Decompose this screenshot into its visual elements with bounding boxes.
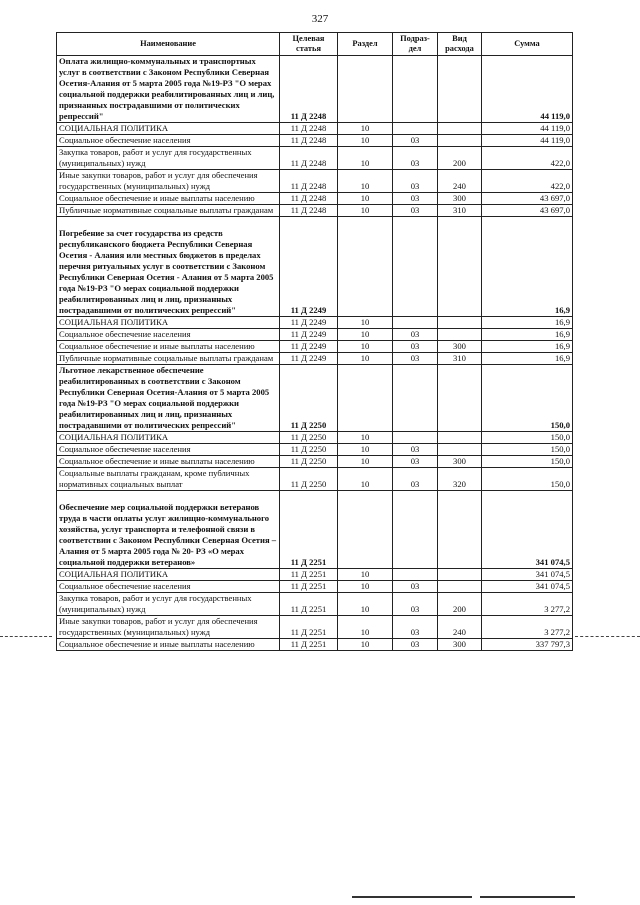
row-section-cell: 10	[338, 353, 393, 365]
row-section-cell: 10	[338, 593, 393, 616]
row-amount-cell: 16,9	[482, 329, 573, 341]
row-subsection-cell	[393, 491, 438, 569]
row-expense-type-cell: 310	[438, 353, 482, 365]
row-subsection-cell	[393, 56, 438, 123]
row-article-cell: 11 Д 2249	[280, 341, 338, 353]
row-section-cell: 10	[338, 456, 393, 468]
row-name-cell: Льготное лекарственное обеспечение реабилитированных в соответствии с Законом Республики Северная Осетия-Алания от 5 марта 2005 года №19-РЗ "О мерах социальной поддержки реабилитированных лиц и лиц, признанных пострадавшими от политических репрессий"	[57, 365, 280, 432]
row-amount-cell: 341 074,5	[482, 581, 573, 593]
row-article-cell: 11 Д 2250	[280, 365, 338, 432]
row-name-cell: Социальное обеспечение населения	[57, 329, 280, 341]
row-name-cell: СОЦИАЛЬНАЯ ПОЛИТИКА	[57, 432, 280, 444]
row-section-cell: 10	[338, 170, 393, 193]
row-expense-type-cell: 310	[438, 205, 482, 217]
row-name-cell: Социальное обеспечение населения	[57, 135, 280, 147]
row-article-cell: 11 Д 2249	[280, 329, 338, 341]
row-article-cell: 11 Д 2251	[280, 491, 338, 569]
table-row	[57, 56, 573, 123]
row-name-cell: Социальное обеспечение и иные выплаты населению	[57, 456, 280, 468]
row-expense-type-cell	[438, 444, 482, 456]
row-section-cell: 10	[338, 193, 393, 205]
table-row	[57, 432, 573, 444]
row-expense-type-cell: 240	[438, 170, 482, 193]
table-header-row	[57, 33, 573, 56]
row-section-cell: 10	[338, 135, 393, 147]
row-subsection-cell: 03	[393, 135, 438, 147]
row-section-cell: 10	[338, 616, 393, 639]
header-subsection: Подраз- дел	[393, 33, 438, 56]
header-article: Целевая статья	[280, 33, 338, 56]
table-row	[57, 353, 573, 365]
row-amount-cell: 150,0	[482, 432, 573, 444]
row-subsection-cell: 03	[393, 193, 438, 205]
row-article-cell: 11 Д 2249	[280, 317, 338, 329]
row-subsection-cell: 03	[393, 329, 438, 341]
row-expense-type-cell	[438, 491, 482, 569]
row-subsection-cell: 03	[393, 616, 438, 639]
row-expense-type-cell: 200	[438, 147, 482, 170]
row-article-cell: 11 Д 2248	[280, 135, 338, 147]
row-name-cell: Публичные нормативные социальные выплаты гражданам	[57, 205, 280, 217]
row-amount-cell: 16,9	[482, 341, 573, 353]
row-expense-type-cell	[438, 432, 482, 444]
row-name-cell: Оплата жилищно-коммунальных и транспортных услуг в соответствии с Законом Республики Северная Осетия-Алания от 5 марта 2005 года №19-РЗ "О мерах социальной поддержки реабилитированных лиц и лиц, признанных пострадавшими от политических репрессий"	[57, 56, 280, 123]
row-expense-type-cell: 300	[438, 193, 482, 205]
row-expense-type-cell	[438, 56, 482, 123]
row-amount-cell: 337 797,3	[482, 639, 573, 651]
row-article-cell: 11 Д 2248	[280, 123, 338, 135]
row-subsection-cell	[393, 217, 438, 317]
row-article-cell: 11 Д 2251	[280, 569, 338, 581]
header-amount: Сумма	[482, 33, 573, 56]
row-amount-cell: 3 277,2	[482, 593, 573, 616]
row-article-cell: 11 Д 2249	[280, 217, 338, 317]
table-row	[57, 456, 573, 468]
margin-rule-left	[0, 636, 52, 637]
row-name-cell: Социальное обеспечение и иные выплаты населению	[57, 341, 280, 353]
row-article-cell: 11 Д 2251	[280, 616, 338, 639]
row-section-cell: 10	[338, 639, 393, 651]
row-amount-cell: 341 074,5	[482, 491, 573, 569]
row-section-cell: 10	[338, 205, 393, 217]
row-amount-cell: 341 074,5	[482, 569, 573, 581]
table-row	[57, 639, 573, 651]
row-article-cell: 11 Д 2248	[280, 193, 338, 205]
table-body	[57, 56, 573, 651]
row-subsection-cell: 03	[393, 468, 438, 491]
row-subsection-cell	[393, 365, 438, 432]
row-amount-cell: 44 119,0	[482, 135, 573, 147]
page-number: 327	[311, 13, 329, 25]
row-name-cell: Погребение за счет государства из средств республиканского бюджета Республики Северная Осетия - Алания или местных бюджетов в пределах перечня ритуальных услуг в соответствии с Законом Республики Северная Осетия - Алания от 5 марта 2005 года №19-РЗ "О мерах социальной поддержки реабилитированных лиц и лиц, признанных пострадавшими от политических репрессий"	[57, 217, 280, 317]
row-amount-cell: 43 697,0	[482, 205, 573, 217]
table-row	[57, 193, 573, 205]
row-name-cell: Социальное обеспечение населения	[57, 444, 280, 456]
row-name-cell: Закупка товаров, работ и услуг для государственных (муниципальных) нужд	[57, 593, 280, 616]
row-amount-cell: 44 119,0	[482, 56, 573, 123]
row-subsection-cell	[393, 317, 438, 329]
row-amount-cell: 43 697,0	[482, 193, 573, 205]
row-amount-cell: 150,0	[482, 468, 573, 491]
row-amount-cell: 16,9	[482, 353, 573, 365]
row-amount-cell: 150,0	[482, 444, 573, 456]
row-name-cell: Закупка товаров, работ и услуг для государственных (муниципальных) нужд	[57, 147, 280, 170]
footer-rule-right	[480, 896, 575, 898]
row-amount-cell: 3 277,2	[482, 616, 573, 639]
budget-table	[56, 32, 573, 651]
row-article-cell: 11 Д 2251	[280, 639, 338, 651]
table-row	[57, 581, 573, 593]
margin-rule-right	[575, 636, 640, 637]
table-row	[57, 341, 573, 353]
row-amount-cell: 44 119,0	[482, 123, 573, 135]
row-section-cell: 10	[338, 147, 393, 170]
row-amount-cell: 422,0	[482, 147, 573, 170]
row-name-cell: Обеспечение мер социальной поддержки ветеранов труда в части оплаты услуг жилищно-коммунального хозяйства, услуг транспорта и телефонной связи в соответствии с Законом Республики Северная Осетия – Алания от 5 марта 2005 года № 20- РЗ «О мерах социальной поддержки ветеранов»	[57, 491, 280, 569]
table-row	[57, 365, 573, 432]
row-expense-type-cell	[438, 123, 482, 135]
row-article-cell: 11 Д 2248	[280, 170, 338, 193]
table-row	[57, 205, 573, 217]
row-section-cell: 10	[338, 444, 393, 456]
row-subsection-cell: 03	[393, 639, 438, 651]
row-section-cell: 10	[338, 123, 393, 135]
row-name-cell: СОЦИАЛЬНАЯ ПОЛИТИКА	[57, 123, 280, 135]
row-article-cell: 11 Д 2250	[280, 444, 338, 456]
row-subsection-cell	[393, 432, 438, 444]
table-row	[57, 593, 573, 616]
row-name-cell: Иные закупки товаров, работ и услуг для обеспечения государственных (муниципальных) нужд	[57, 616, 280, 639]
row-expense-type-cell	[438, 365, 482, 432]
row-article-cell: 11 Д 2248	[280, 205, 338, 217]
row-subsection-cell: 03	[393, 205, 438, 217]
row-section-cell: 10	[338, 569, 393, 581]
row-section-cell: 10	[338, 341, 393, 353]
row-section-cell	[338, 365, 393, 432]
row-article-cell: 11 Д 2250	[280, 456, 338, 468]
table-row	[57, 491, 573, 569]
row-amount-cell: 16,9	[482, 217, 573, 317]
row-name-cell: Социальные выплаты гражданам, кроме публичных нормативных социальных выплат	[57, 468, 280, 491]
header-expense-type: Вид расхода	[438, 33, 482, 56]
row-article-cell: 11 Д 2249	[280, 353, 338, 365]
table-row	[57, 147, 573, 170]
row-name-cell: Социальное обеспечение и иные выплаты населению	[57, 193, 280, 205]
row-amount-cell: 150,0	[482, 365, 573, 432]
header-name: Наименование	[57, 33, 280, 56]
row-name-cell: Публичные нормативные социальные выплаты гражданам	[57, 353, 280, 365]
table-row	[57, 123, 573, 135]
row-article-cell: 11 Д 2251	[280, 581, 338, 593]
row-amount-cell: 150,0	[482, 456, 573, 468]
table-row	[57, 170, 573, 193]
row-article-cell: 11 Д 2251	[280, 593, 338, 616]
table-row	[57, 616, 573, 639]
table-row	[57, 135, 573, 147]
row-article-cell: 11 Д 2248	[280, 56, 338, 123]
row-name-cell: СОЦИАЛЬНАЯ ПОЛИТИКА	[57, 317, 280, 329]
row-section-cell	[338, 491, 393, 569]
row-expense-type-cell: 300	[438, 639, 482, 651]
row-expense-type-cell: 200	[438, 593, 482, 616]
row-expense-type-cell	[438, 135, 482, 147]
row-subsection-cell: 03	[393, 341, 438, 353]
row-expense-type-cell: 320	[438, 468, 482, 491]
row-expense-type-cell	[438, 569, 482, 581]
row-expense-type-cell: 300	[438, 341, 482, 353]
row-section-cell: 10	[338, 329, 393, 341]
table-row	[57, 217, 573, 317]
table-row	[57, 569, 573, 581]
row-expense-type-cell	[438, 329, 482, 341]
row-expense-type-cell	[438, 217, 482, 317]
row-article-cell: 11 Д 2250	[280, 468, 338, 491]
row-subsection-cell: 03	[393, 444, 438, 456]
footer-rule-left	[352, 896, 472, 898]
row-amount-cell: 16,9	[482, 317, 573, 329]
row-amount-cell: 422,0	[482, 170, 573, 193]
row-section-cell: 10	[338, 468, 393, 491]
row-expense-type-cell: 300	[438, 456, 482, 468]
header-section: Раздел	[338, 33, 393, 56]
row-subsection-cell: 03	[393, 593, 438, 616]
row-subsection-cell: 03	[393, 147, 438, 170]
row-name-cell: СОЦИАЛЬНАЯ ПОЛИТИКА	[57, 569, 280, 581]
row-section-cell: 10	[338, 581, 393, 593]
row-expense-type-cell: 240	[438, 616, 482, 639]
row-section-cell	[338, 56, 393, 123]
row-section-cell: 10	[338, 432, 393, 444]
table-row	[57, 468, 573, 491]
table-row	[57, 444, 573, 456]
row-subsection-cell: 03	[393, 581, 438, 593]
row-section-cell	[338, 217, 393, 317]
row-section-cell: 10	[338, 317, 393, 329]
row-subsection-cell: 03	[393, 170, 438, 193]
row-subsection-cell: 03	[393, 353, 438, 365]
row-subsection-cell	[393, 569, 438, 581]
row-name-cell: Социальное обеспечение и иные выплаты населению	[57, 639, 280, 651]
row-article-cell: 11 Д 2248	[280, 147, 338, 170]
row-name-cell: Социальное обеспечение населения	[57, 581, 280, 593]
row-subsection-cell: 03	[393, 456, 438, 468]
row-article-cell: 11 Д 2250	[280, 432, 338, 444]
row-subsection-cell	[393, 123, 438, 135]
table-row	[57, 329, 573, 341]
row-name-cell: Иные закупки товаров, работ и услуг для обеспечения государственных (муниципальных) нужд	[57, 170, 280, 193]
row-expense-type-cell	[438, 581, 482, 593]
table-row	[57, 317, 573, 329]
row-expense-type-cell	[438, 317, 482, 329]
